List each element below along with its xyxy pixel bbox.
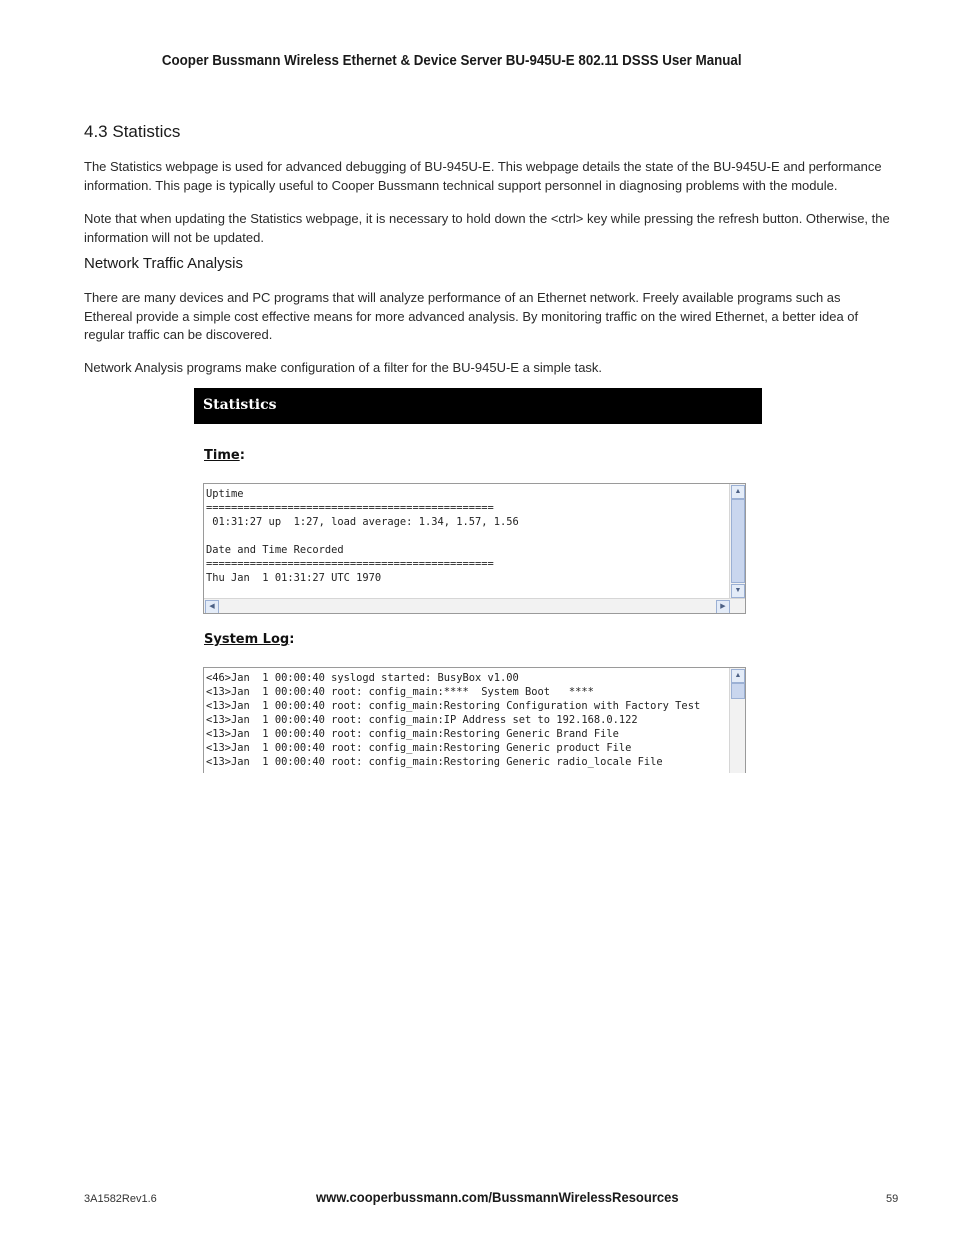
scroll-down-icon[interactable]: ▼ — [731, 584, 745, 598]
time-text: Uptime ============================================== 01:31:27 up 1:27, load average: 1.34, 1.57, 1.56 Date and Time Recorded ============================================== Thu Jan 1 01:31:27 UTC 1970 — [206, 488, 519, 584]
time-textarea[interactable] — [203, 483, 746, 614]
scroll-thumb[interactable] — [731, 499, 745, 583]
scroll-left-icon[interactable]: ◀ — [205, 600, 219, 614]
statistics-title: Statistics — [203, 397, 277, 413]
subsection-paragraph-1: There are many devices and PC programs that will analyze performance of an Ethernet network. Freely available programs such as Ethereal provide a simple cost effective means for more advanced analysis. By monitoring traffic on the wired Ethernet, a better idea of regular traffic can be discovered. — [84, 290, 859, 342]
scroll-up-icon[interactable]: ▲ — [731, 485, 745, 499]
scroll-right-icon[interactable]: ▶ — [716, 600, 730, 614]
log-vertical-scrollbar[interactable] — [729, 668, 745, 773]
time-label: Time: — [204, 448, 245, 463]
section-paragraph-2: Note that when updating the Statistics webpage, it is necessary to hold down the <ctrl> key while pressing the refresh button. Otherwise, the information will not be updated. — [84, 211, 890, 245]
scroll-up-icon[interactable]: ▲ — [731, 669, 745, 683]
statistics-title-bar — [194, 388, 762, 424]
footer-url[interactable]: www.cooperbussmann.com/BussmannWirelessResources — [316, 1189, 679, 1205]
subsection-heading: Network Traffic Analysis — [84, 255, 243, 272]
time-horizontal-scrollbar[interactable] — [204, 598, 745, 613]
system-log-label: System Log: — [204, 632, 295, 647]
time-vertical-scrollbar[interactable] — [729, 484, 745, 598]
document-id: 3A1582Rev1.6 — [84, 1193, 157, 1205]
subsection-paragraph-2: Network Analysis programs make configuration of a filter for the BU-945U-E a simple task. — [84, 360, 603, 375]
section-paragraph-1: The Statistics webpage is used for advanced debugging of BU-945U-E. This webpage details the state of the BU-945U-E and performance information. This page is typically useful to Cooper Bussmann technical support personnel in diagnosing problems with the module. — [84, 159, 882, 193]
section-heading: 4.3 Statistics — [84, 122, 181, 141]
statistics-screenshot — [194, 388, 762, 772]
system-log-textarea[interactable] — [203, 667, 746, 773]
page-header: Cooper Bussmann Wireless Ethernet & Device Server BU-945U-E 802.11 DSSS User Manual — [161, 53, 742, 69]
scroll-thumb[interactable] — [731, 683, 745, 699]
page-number: 59 — [886, 1193, 899, 1205]
system-log-text: <46>Jan 1 00:00:40 syslogd started: BusyBox v1.00 <13>Jan 1 00:00:40 root: config_main:**** System Boot **** <13>Jan 1 00:00:40 root: config_main:Restoring Configuration with Factory Test <13>Jan 1 00:00:40 root: config_main:IP Address set to 192.168.0.122 <13>Jan 1 00:00:40 root: config_main:Restoring Generic Brand File <13>Jan 1 00:00:40 root: config_main:Restoring Generic product File <13>Jan 1 00:00:40 root: config_main:Restoring Generic radio_locale File — [206, 672, 701, 768]
